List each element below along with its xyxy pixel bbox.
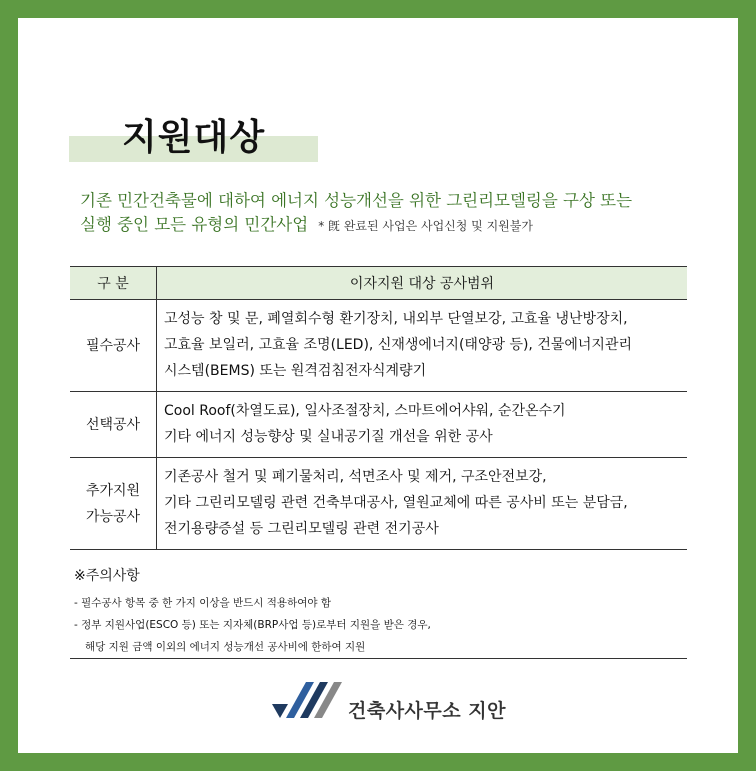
category-label: 선택공사 — [85, 416, 141, 433]
row-description — [157, 458, 688, 550]
page-title: 지원대상 — [122, 117, 266, 158]
description-line: 시스템(BEMS) 또는 원격검침전자식계량기 — [164, 363, 427, 379]
table-row-additional — [70, 458, 687, 550]
row-category — [70, 300, 157, 392]
category-label: 필수공사 — [85, 337, 141, 354]
row-description — [157, 300, 688, 392]
description-line: 기존공사 철거 및 폐기물처리, 석면조사 및 제거, 구조안전보강, — [164, 469, 547, 485]
caution-item: - 필수공사 항목 중 한 가지 이상을 반드시 적용하여야 함 — [74, 597, 331, 609]
description-line: 기타 에너지 성능향상 및 실내공기질 개선을 위한 공사 — [164, 429, 493, 445]
description-line: 전기용량증설 등 그린리모델링 관련 전기공사 — [164, 521, 439, 537]
support-scope-table — [70, 266, 687, 550]
category-label: 가능공사 — [85, 508, 141, 525]
row-category — [70, 392, 157, 458]
description-line: 고효율 보일러, 고효율 조명(LED), 신재생에너지(태양광 등), 건물에너지관리 — [164, 337, 632, 353]
company-logo — [270, 676, 530, 722]
header-category: 구 분 — [70, 267, 157, 300]
row-description — [157, 392, 688, 458]
cautions-section — [74, 566, 694, 658]
intro-note: * 旣 완료된 사업은 사업신청 및 지원불가 — [318, 219, 533, 233]
company-name: 건축사사무소 지안 — [348, 700, 506, 722]
bottom-divider — [70, 658, 687, 659]
table-row-optional — [70, 392, 687, 458]
category-label: 추가지원 — [85, 482, 141, 499]
caution-item: - 정부 지원사업(ESCO 등) 또는 지자체(BRP사업 등)로부터 지원을 받은 경우, — [74, 619, 431, 631]
cautions-title: ※주의사항 — [74, 568, 140, 584]
description-line: Cool Roof(차열도료), 일사조절장치, 스마트에어샤워, 순간온수기 — [164, 403, 566, 419]
intro-line-2-text: 실행 중인 모든 유형의 민간사업 — [80, 215, 309, 234]
description-line: 고성능 창 및 문, 폐열회수형 환기장치, 내외부 단열보강, 고효율 냉난방장치, — [164, 311, 628, 327]
intro-line-1: 기존 민간건축물에 대하여 에너지 성능개선을 위한 그린리모델링을 구상 또는 — [80, 191, 633, 210]
intro-text — [80, 189, 700, 238]
description-line: 기타 그린리모델링 관련 건축부대공사, 열원교체에 따른 공사비 또는 분담금, — [164, 495, 628, 511]
header-scope: 이자지원 대상 공사범위 — [157, 267, 688, 300]
table-row-required — [70, 300, 687, 392]
intro-line-2 — [80, 213, 700, 238]
row-category — [70, 458, 157, 550]
table-header-row — [70, 267, 687, 300]
slanted-stripes-logo-icon — [270, 676, 348, 722]
caution-item: 해당 지원 금액 이외의 에너지 성능개선 공사비에 한하여 지원 — [85, 641, 366, 653]
content-card — [18, 18, 738, 753]
